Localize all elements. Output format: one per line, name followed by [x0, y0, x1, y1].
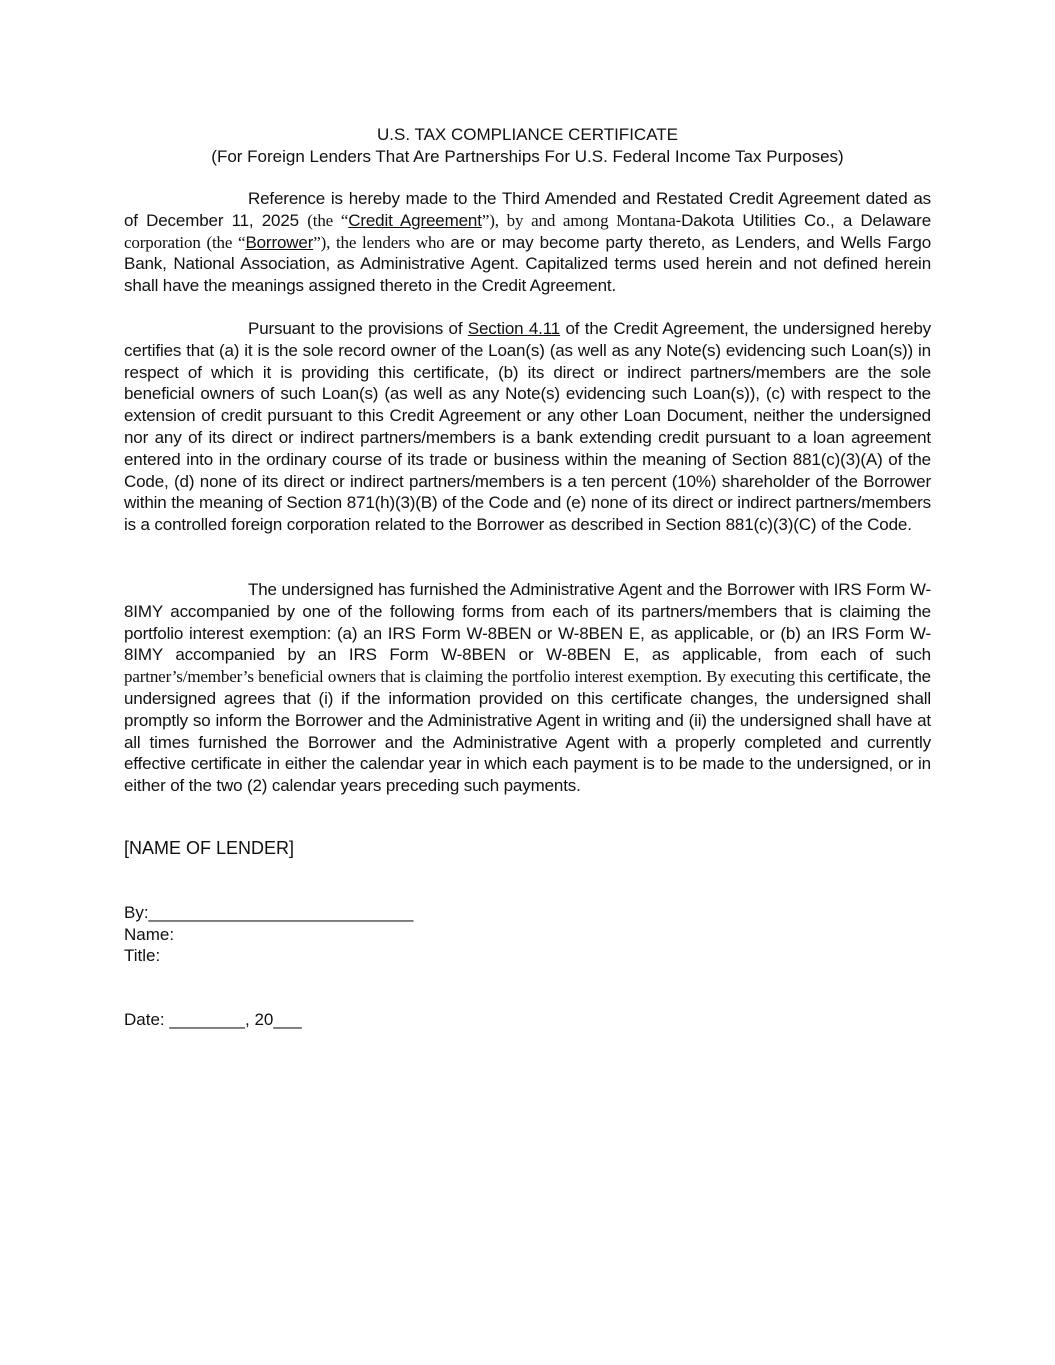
p3-text-b: partner’s/member’s beneficial owners that is claiming the portfolio interest exemption. By executing this [124, 667, 828, 687]
document-subtitle: (For Foreign Lenders That Are Partnerships For U.S. Federal Income Tax Purposes) [211, 147, 844, 166]
p1-text-a: Reference is hereby made to the Third Amended and Restated Credit Agreement dated as of December 11, 2025 [124, 189, 931, 230]
title-block [124, 124, 931, 168]
p2-text-a: Pursuant to the provisions of [248, 319, 468, 338]
signature-title-label: Title: [124, 946, 161, 965]
p1-text-i: are or may become party thereto, as Lenders, and Wells Fargo Bank, National Association, as Administrative Agent. Capitalized terms used herein and not defined herein shall have the meanings assigned thereto in the Credit Agreement. [124, 232, 931, 296]
signature-block [124, 902, 413, 967]
signature-name-label: Name: [124, 924, 175, 944]
borrower-defined-term: Borrower [245, 232, 314, 252]
paragraph-reference [124, 188, 931, 297]
p1-text-h: ”), the lenders who [313, 232, 451, 252]
p2-text-c: of the Credit Agreement, the undersigned hereby certifies that (a) it is the sole record owner of the Loan(s) (as well as any Note(s) evidencing such Loan(s)) in respect of which it is providing this certificate, (b) its direct or indirect partners/members are the sole beneficial owners of such Loan(s) (as well as any Note(s) evidencing such Loan(s)), (c) with respect to the extension of credit pursuant to this Credit Agreement or any other Loan Document, neither the undersigned nor any of its direct or indirect partners/members is a bank extending credit pursuant to a loan agreement entered into in the ordinary course of its trade or business within the meaning of Section 881(c)(3)(A) of the Code, (d) none of its direct or indirect partners/members is a ten percent (10%) shareholder of the Borrower within the meaning of Section 871(h)(3)(B) of the Code and (e) none of its direct or indirect partners/members is a controlled foreign corporation related to the Borrower as described in Section 881(c)(3)(C) of the Code. [124, 319, 931, 535]
p3-text-a: The undersigned has furnished the Administrative Agent and the Borrower with IRS Form W-8IMY accompanied by one of the following forms from each of its partners/members that is claiming the portfolio interest exemption: (a) an IRS Form W-8BEN or W-8BEN E, as applicable, or (b) an IRS Form W-8IMY accompanied by an IRS Form W-8BEN or W-8BEN E, as applicable, from each of such [124, 580, 931, 665]
paragraph-certification [124, 318, 931, 536]
p1-text-e: -Dakota Utilities Co., a Delaware [675, 210, 932, 230]
document-title: U.S. TAX COMPLIANCE CERTIFICATE [376, 125, 678, 144]
p1-text-f: corporation (the “ [124, 232, 246, 252]
p1-text-d: ”), by and among Montana [481, 210, 676, 230]
lender-name-placeholder: [NAME OF LENDER] [124, 838, 295, 858]
section-reference: Section 4.11 [467, 319, 561, 338]
p1-text-b: (the “ [307, 210, 349, 230]
p3-text-c: certificate, the undersigned agrees that (i) if the information provided on this certificate changes, the undersigned shall promptly so inform the Borrower and the Administrative Agent in writing and (ii) the undersigned shall have at all times furnished the Borrower and the Administrative Agent with a properly completed and currently effective certificate in either the calendar year in which each payment is to be made to the undersigned, or in either of the two (2) calendar years preceding such payments. [124, 667, 931, 796]
date-line: Date: ________, 20___ [124, 1010, 302, 1029]
paragraph-forms [124, 579, 931, 797]
credit-agreement-defined-term: Credit Agreement [348, 210, 482, 230]
signature-by-line: By:____________________________ [124, 903, 414, 922]
